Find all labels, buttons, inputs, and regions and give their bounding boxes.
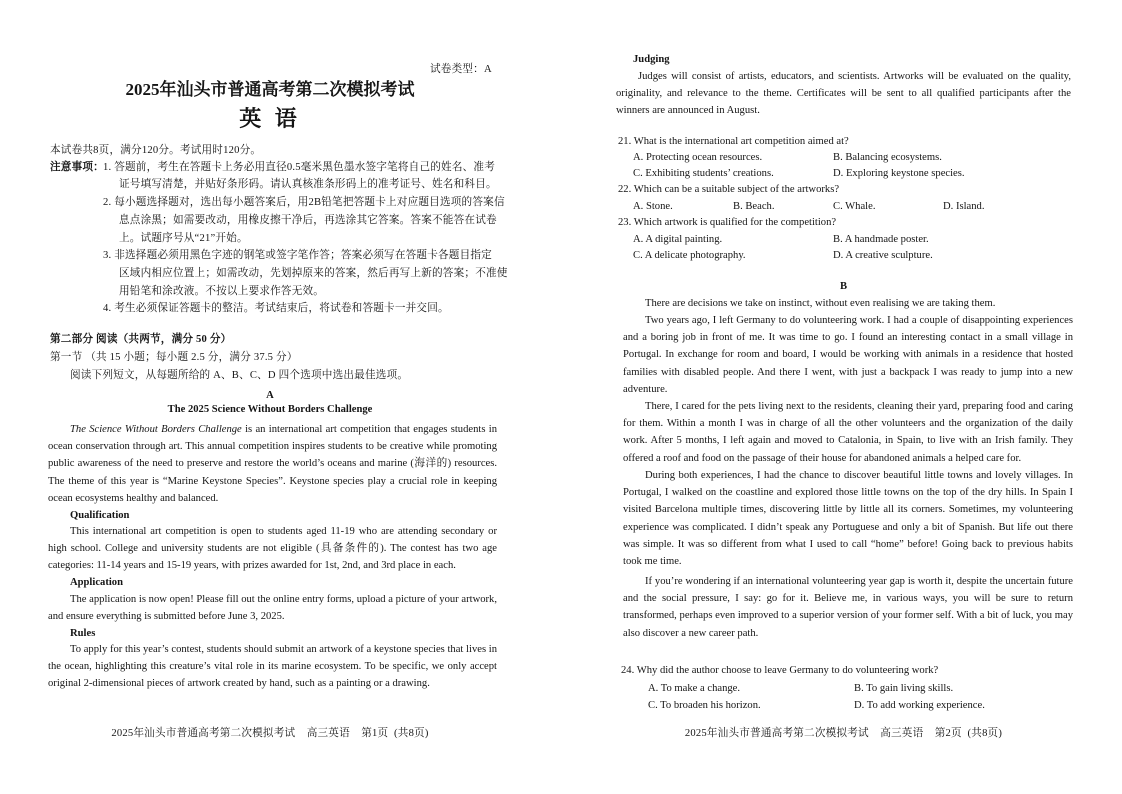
question-22: 22. Which can be a suitable subject of the artworks? [618,184,840,195]
paper-type: 试卷类型：A [430,64,492,75]
option: B. A handmade poster. [833,234,929,245]
note-line: 上。试题序号从“21”开始。 [119,233,248,244]
paragraph [48,591,497,625]
option: B. Beach. [733,201,775,212]
note-line: 3. 非选择题必须用黑色字迹的钢笔或签字笔作答；答案必须写在答题卡各题目指定 [103,250,492,261]
note-line: 1. 答题前，考生在答题卡上务必用直径0.5毫米黑色墨水签字笔将自己的姓名、准考 [103,162,496,173]
note-line: 4. 考生必须保证答题卡的整洁。考试结束后，将试卷和答题卡一并交回。 [103,303,449,314]
option: D. Island. [943,201,985,212]
option: B. To gain living skills. [854,683,954,694]
section-heading: Judging [633,54,670,65]
page-footer: 2025年汕头市普通高考第二次模拟考试 高三英语 第2页 (共8页) [684,728,1003,739]
paragraph [623,467,1073,570]
option: A. Protecting ocean resources. [633,152,763,163]
section-title: 第一节 （共 15 小题；每小题 2.5 分，满分 37.5 分） [50,352,298,363]
option: C. Exhibiting students’ creations. [633,168,774,179]
note-line: 证号填写清楚，并贴好条形码。请认真核准条形码上的准考证号、姓名和科目。 [119,179,497,190]
passage-letter: B [839,281,848,292]
reading-instruction: 阅读下列短文，从每题所给的 A、B、C、D 四个选项中选出最佳选项。 [70,370,409,381]
option: A. A digital painting. [633,234,723,245]
paragraph [48,523,497,575]
question-21: 21. What is the international art competition aimed at? [618,136,849,147]
note-line: 2. 每小题选择题对，选出每小题答案后，用2B铅笔把答题卡上对应题目选项的答案信 [103,197,505,208]
paragraph [623,573,1073,642]
paragraph [623,295,1073,312]
paragraph-text: During both experiences, I had the chance to discover beautiful little towns and lovely villages. In Portugal, I walked on the coastline and explored those little towns on the top of the dry hills. In Spain I visited Barcelona multiple times, discovering little by little all its corners. Sometimes, my volunteering experience was complicated. I didn’t speak any Portuguese and only a bit of Spanish. But life out there was simple. It was so different from what I used to call “home” before! Going back to previous habits took me time. [623,470,1073,568]
option: C. Whale. [833,201,876,212]
notes-label: 注意事项： [50,162,104,173]
note-line: 用铅笔和涂改液。不按以上要求作答无效。 [119,286,325,297]
paragraph-text: The application is now open! Please fill out the online entry forms, upload a picture of your artwork, and ensure everything is submitted before June 3, 2025. [48,594,497,623]
paragraph-text: If you’re wondering if an international volunteering year gap is worth it, despite the uncertain future and the social pressure, I say: go for it. Believe me, in various ways, you will be sure to return transformed, perhaps even improved to a superior version of your former self. With a bit of luck, you may also discover a new career path. [623,576,1073,639]
paragraph [48,641,497,693]
paragraph-text: There, I cared for the pets living next to the residents, cleaning their yard, preparing food and caring for them. Within a month I was in charge of all the other volunteers and the organization of the daily work. After 5 months, I left again and moved to Catalonia, in Spain, to live with an Irish family. They offered a roof and food on the passage of their house for abandoned animals a helped care for. [623,401,1073,464]
exam-page-2 [561,0,1122,794]
note-line: 区域内相应位置上；如需改动，先划掉原来的答案，然后再写上新的答案；不准使 [119,268,508,279]
option: D. Exploring keystone species. [833,168,965,179]
subject-title: 英 语 [239,106,301,131]
option: A. To make a change. [648,683,741,694]
paragraph [616,68,1071,120]
paragraph-text: There are decisions we take on instinct, without even realising we are taking them. [645,298,996,309]
question-24: 24. Why did the author choose to leave Germany to do volunteering work? [621,665,939,676]
exam-title: 2025年汕头市普通高考第二次模拟考试 [125,80,415,99]
option: A. Stone. [633,201,673,212]
option: C. To broaden his horizon. [648,700,761,711]
option: D. A creative sculpture. [833,250,933,261]
section-heading: Qualification [70,510,130,521]
part-title: 第二部分 阅读（共两节，满分 50 分） [50,334,232,345]
passage-letter: A [266,390,274,401]
section-heading: Rules [70,628,96,639]
option: D. To add working experience. [854,700,985,711]
passage-title: The 2025 Science Without Borders Challenge [167,404,373,415]
paragraph-text: is an international art competition that engages students in ocean conservation through art. This annual competition inspires students to be creative while promoting public awareness of the need to preserve and restore the world’s oceans and marine (海洋的) resources. The theme of this year is “Marine Keystone Species”. Keystone species play a crucial role in keeping ocean ecosystems healthy and balanced. [48,424,497,504]
option: B. Balancing ecosystems. [833,152,942,163]
paragraph [48,421,497,507]
paragraph-text: This international art competition is open to students aged 11-19 who are attending secondary or high school. College and university students are not eligible (具备条件的). The contest has two age categories: 11-14 years and 15-19 years, with prizes awarded for 1st, 2nd, and 3rd place in each. [48,526,497,572]
section-heading: Application [70,577,123,588]
note-line: 息点涂黑；如需要改动，用橡皮擦干净后，再选涂其它答案。答案不能答在试卷 [119,215,497,226]
paragraph-text: Judges will consist of artists, educators, and scientists. Artworks will be evaluated on the quality, originality, and relevance to the theme. Certificates will be sent to all qualified participants after the winners are announced in August. [616,71,1071,117]
paragraph-text: To apply for this year’s contest, students should submit an artwork of a keystone species that lives in the ocean, highlighting this creature’s vital role in its marine ecosystem. To be specific, we only accept original 2-dimensional pieces of artwork created by hand, such as a painting or a drawing. [48,644,497,690]
page-footer: 2025年汕头市普通高考第二次模拟考试 高三英语 第1页 (共8页) [111,728,429,739]
paragraph [623,398,1073,467]
paragraph-text: Two years ago, I left Germany to do volunteering work. I had a couple of disappointing experiences and a boring job in front of me. It was time to go. I found an interesting contact in a small village in Portugal. In exchange for room and board, I would be working with animals in a residence that hosted families with disabled people. And there I went, with just a backpack I was ready to jump into a new adventure. [623,315,1073,395]
question-23: 23. Which artwork is qualified for the competition? [618,217,837,228]
paragraph [623,312,1073,398]
option: C. A delicate photography. [633,250,746,261]
competition-name: The Science Without Borders Challenge [70,424,242,435]
exam-intro: 本试卷共8页，满分120分。考试用时120分。 [50,145,262,156]
